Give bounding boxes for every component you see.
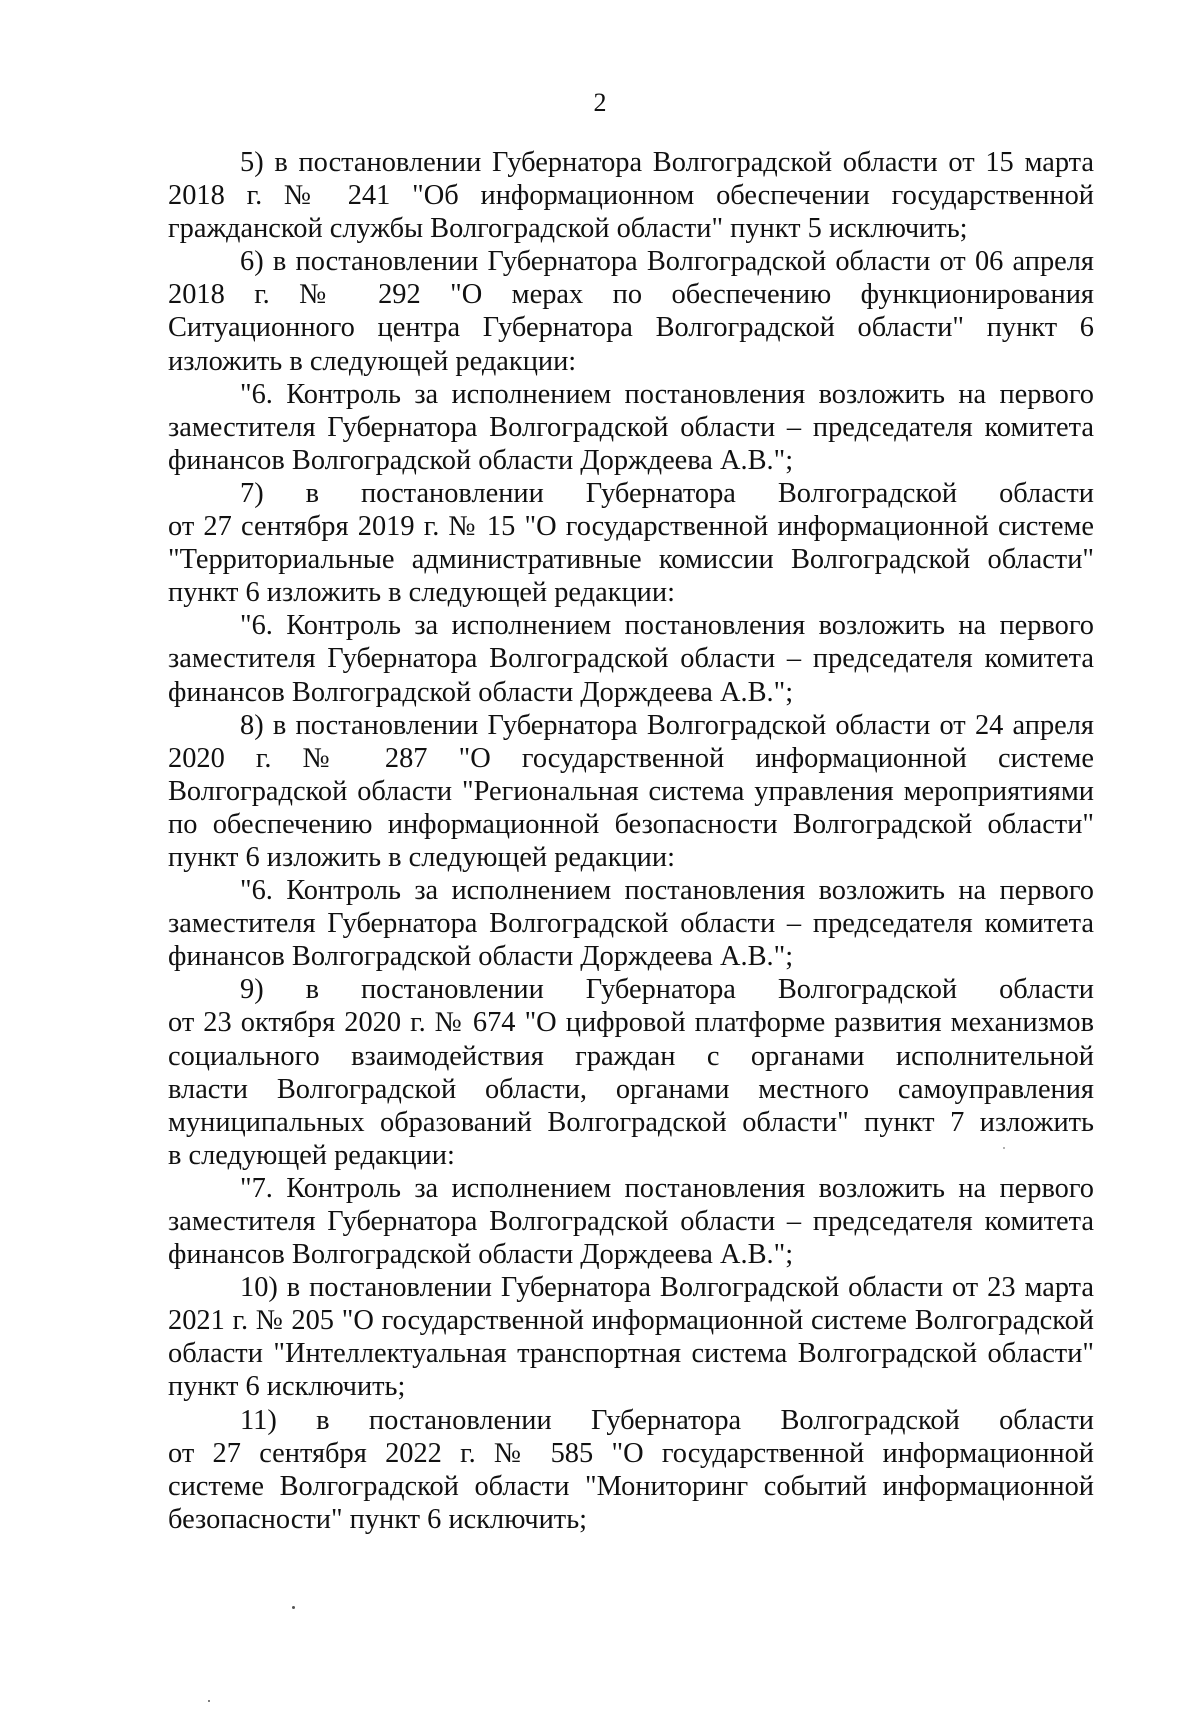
text-line: 9) в постановлении Губернатора Волгоградской области — [240, 974, 1094, 1006]
text-line: власти Волгоградской области, органами местного самоуправления — [168, 1073, 1094, 1105]
quoted-paragraph — [168, 874, 1094, 973]
text-line: финансов Волгоградской области Дорждеева А.В."; — [168, 676, 794, 708]
text-line: 7) в постановлении Губернатора Волгоградской области — [240, 477, 1094, 509]
text-line: системе Волгоградской области "Мониторинг событий информационной — [168, 1470, 1094, 1502]
document-body — [168, 146, 1094, 1536]
text-line: 2021 г. № 205 "О государственной информационной системе Волгоградской — [168, 1305, 1094, 1337]
text-line: от 27 сентября 2022 г. № 585 "О государственной информационной — [168, 1437, 1094, 1469]
paragraph-item-10 — [168, 1271, 1094, 1403]
text-line: гражданской службы Волгоградской области" пункт 5 исключить; — [168, 213, 968, 245]
text-line: заместителя Губернатора Волгоградской области – председателя комитета — [168, 1206, 1094, 1237]
paragraph-item-11 — [168, 1404, 1094, 1536]
text-line: "6. Контроль за исполнением постановления возложить на первого — [240, 610, 1094, 642]
text-line: пункт 6 изложить в следующей редакции: — [168, 841, 675, 873]
text-line: финансов Волгоградской области Дорждеева А.В."; — [168, 941, 794, 973]
text-line: финансов Волгоградской области Дорждеева А.В."; — [168, 444, 794, 476]
paragraph-item-6 — [168, 245, 1094, 377]
scan-speck — [1003, 1147, 1005, 1149]
text-line: области "Интеллектуальная транспортная система Волгоградской области" — [168, 1338, 1094, 1370]
text-line: 2020 г. № 287 "О государственной информационной системе — [168, 742, 1094, 774]
text-line: пункт 6 исключить; — [168, 1371, 406, 1403]
text-line: изложить в следующей редакции: — [168, 345, 577, 377]
scan-speck — [292, 1606, 295, 1609]
text-line: 5) в постановлении Губернатора Волгоградской области от 15 марта — [240, 147, 1094, 178]
paragraph-item-5 — [168, 146, 1094, 245]
text-line: финансов Волгоградской области Дорждеева А.В."; — [168, 1239, 794, 1271]
text-line: "7. Контроль за исполнением постановления возложить на первого — [240, 1172, 1094, 1204]
text-line: муниципальных образований Волгоградской области" пункт 7 изложить — [168, 1106, 1094, 1138]
text-line: в следующей редакции: — [168, 1139, 455, 1171]
text-line: 6) в постановлении Губернатора Волгоградской области от 06 апреля — [240, 246, 1094, 278]
paragraph-item-7 — [168, 477, 1094, 609]
text-line: 8) в постановлении Губернатора Волгоградской области от 24 апреля — [240, 709, 1094, 741]
text-line: 10) в постановлении Губернатора Волгоградской области от 23 марта — [240, 1272, 1094, 1304]
scan-speck — [208, 1700, 210, 1702]
text-line: пункт 6 изложить в следующей редакции: — [168, 577, 675, 609]
quoted-paragraph — [168, 378, 1094, 477]
text-line: Ситуационного центра Губернатора Волгоградской области" пункт 6 — [168, 312, 1094, 344]
paragraph-item-9 — [168, 973, 1094, 1172]
text-line: заместителя Губернатора Волгоградской области – председателя комитета — [168, 908, 1094, 940]
text-line: "6. Контроль за исполнением постановления возложить на первого — [240, 875, 1094, 907]
text-line: Волгоградской области "Региональная система управления мероприятиями — [168, 775, 1094, 807]
paragraph-item-8 — [168, 709, 1094, 874]
text-line: по обеспечению информационной безопасности Волгоградской области" — [168, 808, 1094, 840]
text-line: 2018 г. № 292 "О мерах по обеспечению функционирования — [168, 279, 1094, 311]
text-line: 2018 г. № 241 "Об информационном обеспечении государственной — [168, 180, 1094, 212]
text-line: 11) в постановлении Губернатора Волгоградской области — [240, 1404, 1094, 1436]
text-line: от 23 октября 2020 г. № 674 "О цифровой платформе развития механизмов — [168, 1007, 1094, 1039]
quoted-paragraph — [168, 1172, 1094, 1271]
page-number: 2 — [593, 88, 607, 117]
text-line: заместителя Губернатора Волгоградской области – председателя комитета — [168, 411, 1094, 443]
text-line: "Территориальные административные комиссии Волгоградской области" — [168, 544, 1094, 576]
text-line: "6. Контроль за исполнением постановления возложить на первого — [240, 378, 1094, 410]
text-line: безопасности" пункт 6 исключить; — [168, 1503, 588, 1535]
text-line: социального взаимодействия граждан с органами исполнительной — [168, 1040, 1094, 1072]
text-line: от 27 сентября 2019 г. № 15 "О государственной информационной системе — [168, 511, 1094, 543]
quoted-paragraph — [168, 609, 1094, 708]
text-line: заместителя Губернатора Волгоградской области – председателя комитета — [168, 643, 1094, 675]
